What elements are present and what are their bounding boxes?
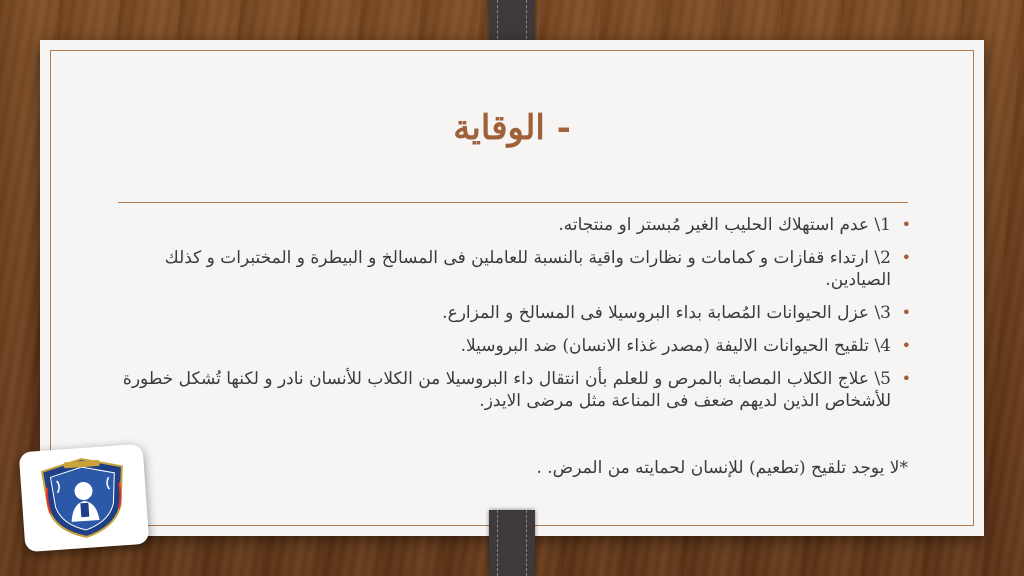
university-logo-icon [33, 452, 135, 544]
bullet-text: 2\ ارتداء قفازات و كمامات و نظارات واقية بالنسبة للعاملين فى المسالخ و البيطرة و المختبرات و كذلك الصيادين. [164, 248, 891, 290]
title-divider [118, 202, 908, 203]
bullet-item [118, 214, 913, 236]
bullet-icon: • [901, 336, 911, 355]
slide-title: - الوقاية [453, 108, 571, 148]
bullet-text: 5\ علاج الكلاب المصابة بالمرص و للعلم بأن انتقال داء البروسيلا من الكلاب للأنسان نادر و لكنها تُشكل خطورة للأشخاص الذين لديهم ضعف فى المناعة مثل مرضى الايدز. [122, 369, 891, 411]
note-text: *لا يوجد تلقيح (تطعيم) للإنسان لحمايته من المرض. . [536, 458, 908, 478]
bullet-item [118, 335, 913, 357]
bullet-text: 3\ عزل الحيوانات المُصابة بداء البروسيلا فى المسالخ و المزارع. [442, 303, 891, 323]
bullet-list [118, 214, 913, 423]
bullet-item [118, 302, 913, 324]
bullet-icon: • [901, 369, 911, 388]
bullet-text: 1\ عدم استهلاك الحليب الغير مُبستر او منتجاته. [558, 215, 891, 235]
bullet-item [118, 368, 913, 412]
logo-card [19, 444, 150, 552]
bullet-text: 4\ تلقيح الحيوانات الاليفة (مصدر غذاء الانسان) ضد البروسيلا. [460, 336, 891, 356]
bullet-icon: • [901, 303, 911, 322]
bullet-item [118, 247, 913, 291]
strap-bottom [489, 510, 535, 576]
bullet-icon: • [901, 248, 911, 267]
bullet-icon: • [901, 215, 911, 234]
